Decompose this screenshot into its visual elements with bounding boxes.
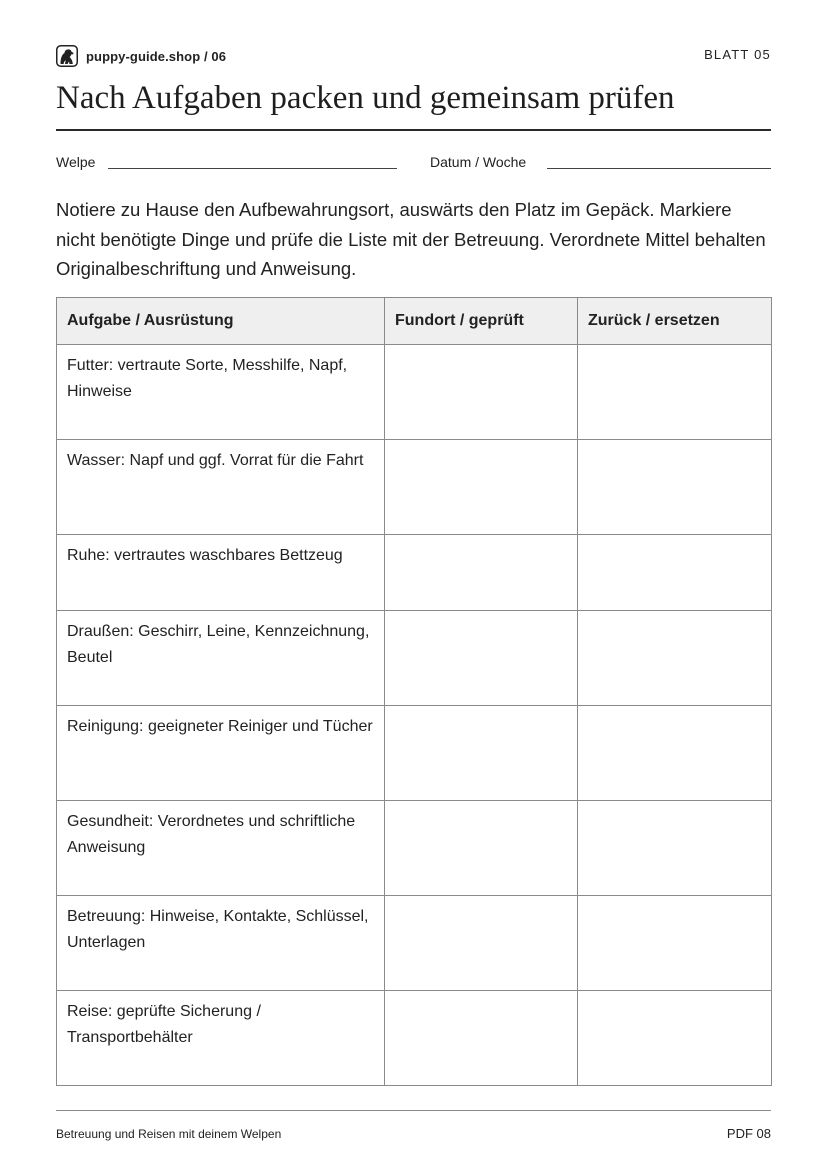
task-cell: Futter: vertraute Sorte, Messhilfe, Napf, Hinweise bbox=[57, 345, 385, 440]
worksheet-page bbox=[56, 0, 771, 1170]
found-cell[interactable] bbox=[385, 706, 578, 801]
column-header-found: Fundort / geprüft bbox=[385, 298, 578, 345]
table-row bbox=[57, 991, 772, 1086]
table-header-row bbox=[57, 298, 772, 345]
column-header-back: Zurück / ersetzen bbox=[578, 298, 772, 345]
back-cell[interactable] bbox=[578, 896, 772, 991]
table-row bbox=[57, 706, 772, 801]
found-cell[interactable] bbox=[385, 345, 578, 440]
found-cell[interactable] bbox=[385, 991, 578, 1086]
table-row bbox=[57, 611, 772, 706]
back-cell[interactable] bbox=[578, 611, 772, 706]
brand bbox=[56, 44, 226, 68]
footer-divider bbox=[56, 1110, 771, 1111]
page-title: Nach Aufgaben packen und gemeinsam prüfen bbox=[56, 80, 675, 116]
back-cell[interactable] bbox=[578, 345, 772, 440]
dog-silhouette-icon bbox=[56, 45, 78, 67]
task-cell: Reise: geprüfte Sicherung / Transportbehälter bbox=[57, 991, 385, 1086]
footer-page-label: PDF 08 bbox=[726, 1126, 771, 1141]
header-fields bbox=[56, 154, 771, 174]
found-cell[interactable] bbox=[385, 801, 578, 896]
back-cell[interactable] bbox=[578, 801, 772, 896]
footer-title: Betreuung und Reisen mit deinem Welpen bbox=[56, 1127, 282, 1141]
packing-table bbox=[56, 297, 772, 1086]
column-header-task: Aufgabe / Ausrüstung bbox=[57, 298, 385, 345]
task-cell: Wasser: Napf und ggf. Vorrat für die Fahrt bbox=[57, 440, 385, 535]
found-cell[interactable] bbox=[385, 535, 578, 611]
task-cell: Gesundheit: Verordnetes und schriftliche Anweisung bbox=[57, 801, 385, 896]
table-row bbox=[57, 345, 772, 440]
back-cell[interactable] bbox=[578, 535, 772, 611]
intro-text: Notiere zu Hause den Aufbewahrungsort, auswärts den Platz im Gepäck. Markiere nicht benötigte Dinge und prüfe die Liste mit der Betreuung. Verordnete Mittel behalten Originalbeschriftung und Anweisung. bbox=[56, 199, 766, 279]
table-row bbox=[57, 440, 772, 535]
table-row bbox=[57, 535, 772, 611]
puppy-field-line[interactable] bbox=[108, 168, 397, 169]
task-cell: Draußen: Geschirr, Leine, Kennzeichnung, Beutel bbox=[57, 611, 385, 706]
title-divider bbox=[56, 129, 771, 131]
date-field-label: Datum / Woche bbox=[430, 154, 527, 170]
found-cell[interactable] bbox=[385, 440, 578, 535]
back-cell[interactable] bbox=[578, 440, 772, 535]
back-cell[interactable] bbox=[578, 706, 772, 801]
found-cell[interactable] bbox=[385, 896, 578, 991]
sheet-number: BLATT 05 bbox=[704, 47, 771, 62]
table-row bbox=[57, 896, 772, 991]
found-cell[interactable] bbox=[385, 611, 578, 706]
date-field-line[interactable] bbox=[547, 168, 771, 169]
task-cell: Reinigung: geeigneter Reiniger und Tücher bbox=[57, 706, 385, 801]
brand-text: puppy-guide.shop / 06 bbox=[86, 48, 227, 64]
back-cell[interactable] bbox=[578, 991, 772, 1086]
puppy-field-label: Welpe bbox=[56, 154, 96, 170]
task-cell: Betreuung: Hinweise, Kontakte, Schlüssel, Unterlagen bbox=[57, 896, 385, 991]
table-row bbox=[57, 801, 772, 896]
task-cell: Ruhe: vertrautes waschbares Bettzeug bbox=[57, 535, 385, 611]
